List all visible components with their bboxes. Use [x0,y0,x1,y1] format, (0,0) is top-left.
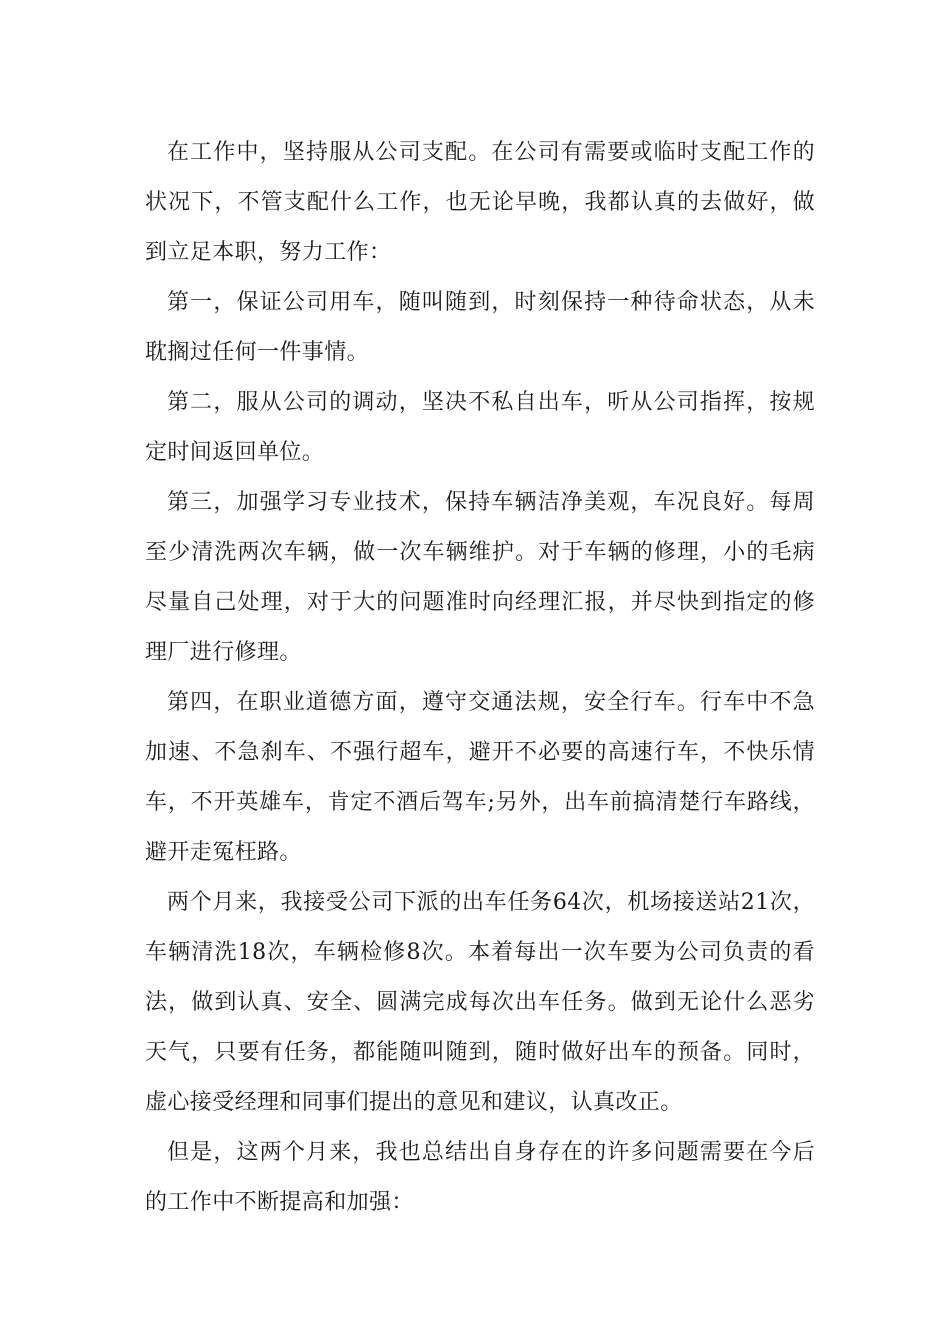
paragraph-statistics: 两个月来，我接受公司下派的出车任务64次，机场接送站21次，车辆清洗18次，车辆检修8次。本着每出一次车要为公司负责的看法，做到认真、安全、圆满完成每次出车任务。做到无论什么恶劣天气，只要有任务，都能随叫随到，随时做好出车的预备。同时，虚心接受经理和同事们提出的意见和建议，认真改正。 [145,890,815,1115]
paragraph-point-one: 第一，保证公司用车，随叫随到，时刻保持一种待命状态，从未耽搁过任何一件事情。 [145,290,815,365]
paragraph-work-attitude: 在工作中，坚持服从公司支配。在公司有需要或临时支配工作的状况下，不管支配什么工作，也无论早晚，我都认真的去做好，做到立足本职，努力工作： [145,140,815,265]
paragraph-point-three: 第三，加强学习专业技术，保持车辆洁净美观，车况良好。每周至少清洗两次车辆，做一次车辆维护。对于车辆的修理，小的毛病尽量自己处理，对于大的问题准时向经理汇报，并尽快到指定的修理厂进行修理。 [145,490,815,665]
paragraph-point-two: 第二，服从公司的调动，坚决不私自出车，听从公司指挥，按规定时间返回单位。 [145,390,815,465]
paragraph-point-four: 第四，在职业道德方面，遵守交通法规，安全行车。行车中不急加速、不急刹车、不强行超车，避开不必要的高速行车，不快乐情车，不开英雄车，肯定不酒后驾车;另外，出车前搞清楚行车路线，避开走冤枉路。 [145,690,815,865]
paragraph-problems: 但是，这两个月来，我也总结出自身存在的许多问题需要在今后的工作中不断提高和加强： [145,1140,815,1215]
document-body [145,128,815,1228]
